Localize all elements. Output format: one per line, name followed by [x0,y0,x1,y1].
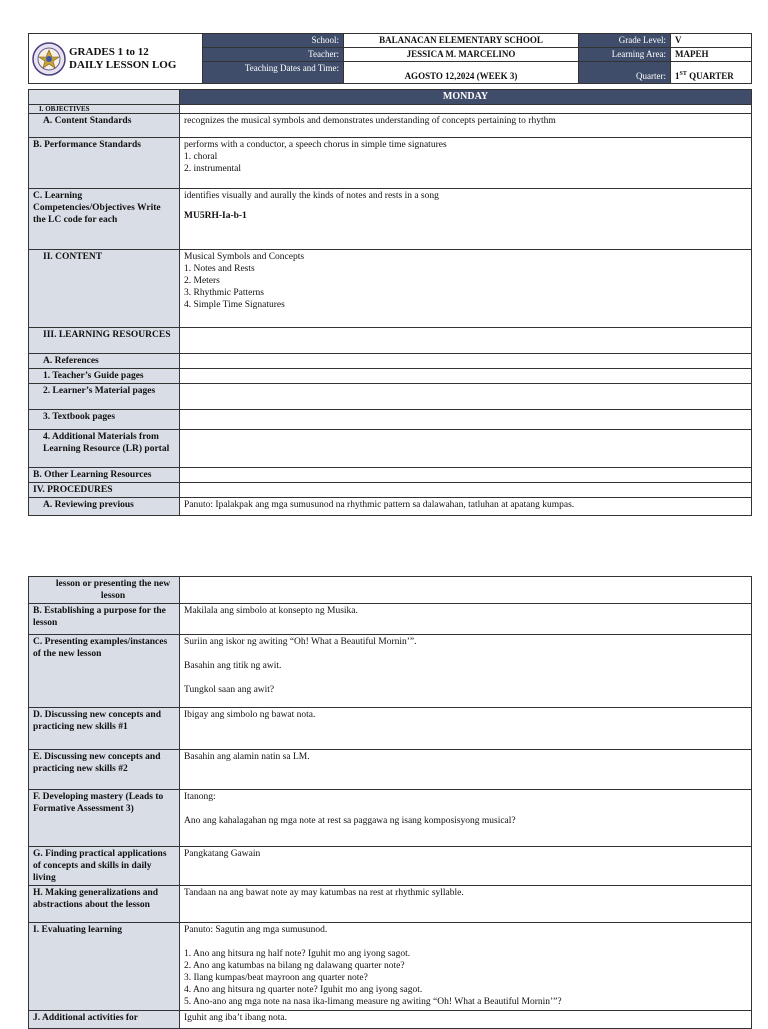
evaluating-item: 3. Ilang kumpas/beat mayroon ang quarter note? [184,973,368,983]
learning-resources-label: III. LEARNING RESOURCES [29,328,180,354]
evaluating-value [180,923,752,1011]
content-line: 3. Rhythmic Patterns [184,288,264,298]
additional-activities-value: Iguhit ang iba’t ibang nota. [180,1011,752,1029]
evaluating-intro: Panuto: Sagutin ang mga sumusunod. [184,925,328,935]
learners-material-value [180,384,752,410]
school-value: BALANACAN ELEMENTARY SCHOOL [344,34,579,48]
mastery-label: F. Developing mastery (Leads to Formative Assessment 3) [29,790,180,847]
evaluating-item: 5. Ano-ano ang mga note na nasa ika-limang measure ng awiting “Oh! What a Beautiful Mornin’”? [184,997,562,1007]
references-value [180,354,752,369]
practical-value: Pangkatang Gawain [180,847,752,886]
additional-materials-label: 4. Additional Materials from Learning Resource (LR) portal [29,430,180,468]
objectives-label: I. OBJECTIVES [29,105,180,114]
content-line: Musical Symbols and Concepts [184,252,305,262]
competency-code: MU5RH-Ia-b-1 [184,211,247,221]
deped-seal-icon [32,42,66,76]
title-line-1: GRADES 1 to 12 [69,45,149,58]
teacher-label: Teacher: [203,48,344,62]
reviewing-value: Panuto: Ipalakpak ang mga sumusunod na rhythmic pattern sa dalawahan, tatluhan at apatang kumpas. [180,498,752,516]
procedures-label: IV. PROCEDURES [29,483,180,498]
generalizations-value: Tandaan na ang bawat note ay may katumbas na rest at rhythmic syllable. [180,886,752,923]
discussing2-value: Basahin ang alamin natin sa LM. [180,750,752,790]
evaluating-item: 4. Ano ang hitsura ng quarter note? Iguhit mo ang iyong sagot. [184,985,423,995]
lesson-table-page2 [28,576,751,1029]
references-label: A. References [29,354,180,369]
day-title: MONDAY [180,90,752,105]
learners-material-label: 2. Learner’s Material pages [29,384,180,410]
additional-activities-label: J. Additional activities for [29,1011,180,1029]
content-standards-label: A. Content Standards [29,114,180,138]
lesson-table-page1 [28,89,751,516]
header-table [28,33,752,84]
textbook-pages-label: 3. Textbook pages [29,410,180,430]
evaluating-item: 2. Ano ang katumbas na bilang ng dalawang quarter note? [184,961,405,971]
presenting-line: Tungkol saan ang awit? [184,685,275,695]
reviewing-continued-value [180,577,752,604]
performance-standards-value [180,138,752,189]
procedures-value [180,483,752,498]
competencies-line: identifies visually and aurally the kinds of notes and rests in a song [184,191,439,201]
other-resources-value [180,468,752,483]
presenting-label: C. Presenting examples/instances of the new lesson [29,635,180,708]
quarter-value [671,62,752,84]
competencies-label: C. Learning Competencies/Objectives Write the LC code for each [29,189,180,250]
teacher-value: JESSICA M. MARCELINO [344,48,579,62]
quarter-word: QUARTER [686,71,734,81]
logo-title-cell [29,34,203,84]
mastery-line: Itanong: [184,792,216,802]
presenting-line: Basahin ang titik ng awit. [184,661,282,671]
teachers-guide-value [180,369,752,384]
content-label: II. CONTENT [29,250,180,328]
performance-line: 1. choral [184,152,218,162]
learning-area-label: Learning Area: [579,48,671,62]
discussing1-label: D. Discussing new concepts and practicing new skills #1 [29,708,180,750]
learning-resources-value [180,328,752,354]
performance-standards-label: B. Performance Standards [29,138,180,189]
grade-level-value: V [671,34,752,48]
quarter-number: 1 [675,71,680,81]
objectives-value [180,105,752,114]
additional-materials-value [180,430,752,468]
discussing1-value: Ibigay ang simbolo ng bawat nota. [180,708,752,750]
generalizations-label: H. Making generalizations and abstractions about the lesson [29,886,180,923]
reviewing-label: A. Reviewing previous [29,498,180,516]
content-value [180,250,752,328]
textbook-pages-value [180,410,752,430]
content-line: 2. Meters [184,276,220,286]
learning-area-value: MAPEH [671,48,752,62]
grade-level-label: Grade Level: [579,34,671,48]
performance-line: performs with a conductor, a speech chorus in simple time signatures [184,140,447,150]
teaching-dates-label: Teaching Dates and Time: [203,62,344,84]
mastery-value [180,790,752,847]
content-standards-value: recognizes the musical symbols and demonstrates understanding of concepts pertaining to rhythm [180,114,752,138]
teaching-dates-value: AGOSTO 12,2024 (WEEK 3) [344,62,579,84]
quarter-suffix: ST [679,71,687,77]
presenting-line: Suriin ang iskor ng awiting “Oh! What a Beautiful Mornin’”. [184,637,417,647]
purpose-label: B. Establishing a purpose for the lesson [29,604,180,635]
content-line: 4. Simple Time Signatures [184,300,285,310]
discussing2-label: E. Discussing new concepts and practicing new skills #2 [29,750,180,790]
purpose-value: Makilala ang simbolo at konsepto ng Musika. [180,604,752,635]
mastery-line: Ano ang kahalagahan ng mga note at rest sa paggawa ng isang komposisyong musical? [184,816,516,826]
evaluating-label: I. Evaluating learning [29,923,180,1011]
school-label: School: [203,34,344,48]
reviewing-continued-label: lesson or presenting the new lesson [29,577,180,604]
teachers-guide-label: 1. Teacher’s Guide pages [29,369,180,384]
corner-cell [29,90,180,105]
practical-label: G. Finding practical applications of concepts and skills in daily living [29,847,180,886]
quarter-label: Quarter: [579,62,671,84]
competencies-value [180,189,752,250]
evaluating-item: 1. Ano ang hitsura ng half note? Iguhit mo ang iyong sagot. [184,949,411,959]
presenting-value [180,635,752,708]
title-line-2: DAILY LESSON LOG [69,58,177,71]
content-line: 1. Notes and Rests [184,264,255,274]
performance-line: 2. instrumental [184,164,241,174]
header-block [28,33,751,81]
other-resources-label: B. Other Learning Resources [29,468,180,483]
